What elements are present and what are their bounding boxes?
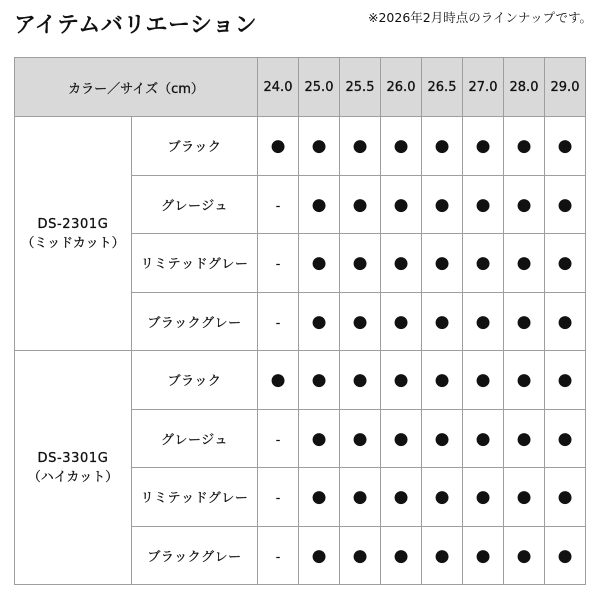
color-name: ブラックグレー [132, 292, 258, 351]
availability-cell [422, 175, 463, 234]
available-mark: ● [557, 370, 573, 391]
availability-cell [258, 409, 299, 468]
availability-cell [381, 409, 422, 468]
available-mark: ● [475, 370, 491, 391]
availability-cell [299, 468, 340, 527]
unavailable-mark: - [275, 491, 281, 506]
available-mark: ● [434, 428, 450, 449]
available-mark: ● [475, 194, 491, 215]
available-mark: ● [393, 253, 409, 274]
available-mark: ● [352, 253, 368, 274]
unavailable-mark: - [275, 315, 281, 330]
availability-cell [422, 351, 463, 410]
available-mark: ● [352, 370, 368, 391]
available-mark: ● [352, 545, 368, 566]
availability-cell [258, 234, 299, 293]
available-mark: ● [434, 487, 450, 508]
availability-cell [545, 409, 586, 468]
availability-cell [299, 351, 340, 410]
available-mark: ● [557, 545, 573, 566]
available-mark: ● [311, 136, 327, 157]
availability-cell [340, 409, 381, 468]
availability-cell [340, 468, 381, 527]
variation-table [14, 57, 586, 585]
availability-cell [258, 468, 299, 527]
color-name: グレージュ [132, 175, 258, 234]
model-name: DS-2301G [37, 216, 109, 232]
availability-cell [463, 234, 504, 293]
available-mark: ● [516, 370, 532, 391]
available-mark: ● [311, 428, 327, 449]
available-mark: ● [557, 253, 573, 274]
availability-cell [545, 117, 586, 176]
available-mark: ● [434, 311, 450, 332]
table-row [15, 351, 586, 410]
availability-cell [299, 234, 340, 293]
availability-cell [299, 292, 340, 351]
availability-cell [340, 117, 381, 176]
available-mark: ● [557, 311, 573, 332]
availability-cell [504, 175, 545, 234]
availability-cell [422, 409, 463, 468]
availability-cell [463, 117, 504, 176]
availability-cell [504, 234, 545, 293]
available-mark: ● [434, 370, 450, 391]
available-mark: ● [475, 253, 491, 274]
available-mark: ● [393, 370, 409, 391]
availability-cell [504, 409, 545, 468]
availability-cell [340, 292, 381, 351]
available-mark: ● [434, 136, 450, 157]
availability-cell [422, 526, 463, 585]
available-mark: ● [475, 311, 491, 332]
availability-cell [545, 351, 586, 410]
available-mark: ● [311, 545, 327, 566]
available-mark: ● [393, 136, 409, 157]
availability-cell [381, 175, 422, 234]
availability-cell [340, 351, 381, 410]
availability-cell [463, 292, 504, 351]
color-name: リミテッドグレー [132, 468, 258, 527]
table-row [15, 117, 586, 176]
available-mark: ● [557, 428, 573, 449]
available-mark: ● [352, 487, 368, 508]
available-mark: ● [270, 136, 286, 157]
availability-cell [463, 468, 504, 527]
available-mark: ● [516, 311, 532, 332]
availability-cell [258, 526, 299, 585]
color-name: ブラックグレー [132, 526, 258, 585]
availability-cell [504, 117, 545, 176]
availability-cell [381, 117, 422, 176]
availability-cell [463, 175, 504, 234]
availability-cell [381, 351, 422, 410]
size-header: 25.0 [299, 58, 340, 117]
available-mark: ● [475, 545, 491, 566]
available-mark: ● [516, 194, 532, 215]
available-mark: ● [352, 311, 368, 332]
available-mark: ● [311, 370, 327, 391]
available-mark: ● [557, 194, 573, 215]
availability-cell [545, 526, 586, 585]
available-mark: ● [352, 194, 368, 215]
available-mark: ● [311, 194, 327, 215]
availability-cell [545, 175, 586, 234]
size-header: 27.0 [463, 58, 504, 117]
available-mark: ● [434, 253, 450, 274]
availability-cell [299, 175, 340, 234]
lineup-note: ※2026年2月時点のラインナップです。 [368, 10, 592, 25]
availability-cell [422, 292, 463, 351]
size-header: 26.0 [381, 58, 422, 117]
availability-cell [422, 117, 463, 176]
availability-cell [545, 468, 586, 527]
unavailable-mark: - [275, 432, 281, 447]
size-header: 29.0 [545, 58, 586, 117]
availability-cell [299, 409, 340, 468]
availability-cell [299, 117, 340, 176]
available-mark: ● [311, 311, 327, 332]
availability-cell [258, 292, 299, 351]
availability-cell [381, 234, 422, 293]
model-cell [15, 351, 132, 585]
size-header: 25.5 [340, 58, 381, 117]
model-cut-type: （ミッドカット） [21, 235, 125, 251]
availability-cell [340, 175, 381, 234]
availability-cell [258, 351, 299, 410]
available-mark: ● [516, 545, 532, 566]
unavailable-mark: - [275, 198, 281, 213]
available-mark: ● [270, 370, 286, 391]
availability-cell [381, 526, 422, 585]
available-mark: ● [393, 487, 409, 508]
availability-cell [422, 468, 463, 527]
unavailable-mark: - [275, 257, 281, 272]
color-size-header: カラー／サイズ（cm） [15, 58, 258, 117]
available-mark: ● [557, 136, 573, 157]
available-mark: ● [516, 428, 532, 449]
size-header: 26.5 [422, 58, 463, 117]
variation-body [15, 117, 586, 585]
available-mark: ● [516, 136, 532, 157]
available-mark: ● [557, 487, 573, 508]
available-mark: ● [393, 545, 409, 566]
model-cut-type: （ハイカット） [27, 469, 119, 485]
page-title: アイテムバリエーション [14, 13, 258, 38]
availability-cell [504, 292, 545, 351]
available-mark: ● [311, 253, 327, 274]
available-mark: ● [352, 136, 368, 157]
availability-cell [504, 351, 545, 410]
availability-cell [463, 409, 504, 468]
availability-cell [299, 526, 340, 585]
available-mark: ● [434, 545, 450, 566]
availability-cell [504, 468, 545, 527]
available-mark: ● [475, 428, 491, 449]
availability-cell [381, 292, 422, 351]
availability-cell [545, 234, 586, 293]
unavailable-mark: - [275, 549, 281, 564]
availability-cell [258, 117, 299, 176]
available-mark: ● [475, 487, 491, 508]
model-name: DS-3301G [37, 450, 109, 466]
availability-cell [463, 526, 504, 585]
availability-cell [340, 234, 381, 293]
color-name: リミテッドグレー [132, 234, 258, 293]
availability-cell [340, 526, 381, 585]
available-mark: ● [393, 194, 409, 215]
availability-cell [381, 468, 422, 527]
model-cell [15, 117, 132, 351]
color-name: ブラック [132, 117, 258, 176]
available-mark: ● [475, 136, 491, 157]
color-name: ブラック [132, 351, 258, 410]
size-header: 24.0 [258, 58, 299, 117]
availability-cell [463, 351, 504, 410]
color-name: グレージュ [132, 409, 258, 468]
available-mark: ● [311, 487, 327, 508]
available-mark: ● [434, 194, 450, 215]
availability-cell [422, 234, 463, 293]
available-mark: ● [352, 428, 368, 449]
availability-cell [258, 175, 299, 234]
available-mark: ● [393, 428, 409, 449]
header-row [15, 58, 586, 117]
available-mark: ● [516, 487, 532, 508]
available-mark: ● [516, 253, 532, 274]
available-mark: ● [393, 311, 409, 332]
availability-cell [545, 292, 586, 351]
size-header: 28.0 [504, 58, 545, 117]
availability-cell [504, 526, 545, 585]
